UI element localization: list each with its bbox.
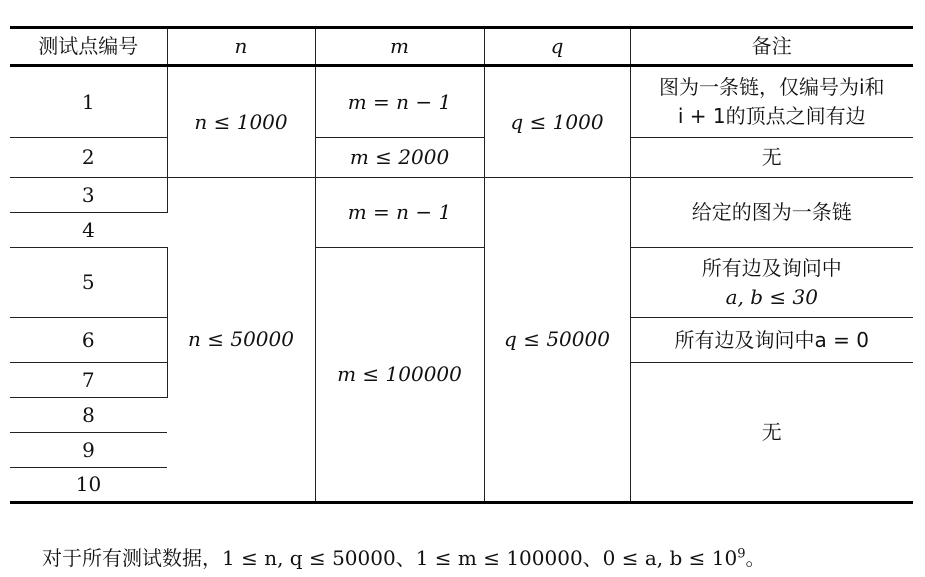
- remark-cell: 无: [630, 363, 913, 503]
- remark-cell: 无: [630, 138, 913, 178]
- footnote-text: 对于所有测试数据，1 ≤ n, q ≤ 50000、1 ≤ m ≤ 100000、0 ≤ a, b ≤ 10: [42, 546, 738, 570]
- testcase-id: 1: [10, 66, 167, 138]
- q-constraint: q ≤ 1000: [484, 66, 630, 178]
- remark-line: 图为一条链，仅编号为i和: [658, 75, 885, 99]
- table-row: [10, 248, 913, 318]
- header-testcase-id: 测试点编号: [10, 28, 167, 66]
- m-constraint: m ≤ 2000: [315, 138, 484, 178]
- q-constraint: q ≤ 50000: [484, 178, 630, 503]
- header-m: m: [315, 28, 484, 66]
- testcase-id: 3: [10, 178, 167, 213]
- testcase-id: 7: [10, 363, 167, 398]
- testcase-id: 5: [10, 248, 167, 318]
- remark-line: a, b ≤ 30: [725, 284, 818, 309]
- testcase-id: 9: [10, 433, 167, 468]
- testcase-id: 6: [10, 318, 167, 363]
- header-remark: 备注: [630, 28, 913, 66]
- remark-line: i + 1的顶点之间有边: [677, 104, 866, 128]
- remark-line: 所有边及询问中: [701, 255, 842, 280]
- table-row: [10, 66, 913, 138]
- remark-cell: 所有边及询问中a = 0: [630, 318, 913, 363]
- m-constraint: m = n − 1: [315, 66, 484, 138]
- n-constraint: n ≤ 1000: [167, 66, 315, 178]
- testcase-id: 2: [10, 138, 167, 178]
- remark-cell: [630, 66, 913, 138]
- testcase-id: 4: [10, 213, 167, 248]
- testcase-id: 10: [75, 472, 102, 496]
- table-header-row: [10, 28, 913, 66]
- m-constraint: m = n − 1: [315, 178, 484, 248]
- table-row: [10, 138, 913, 178]
- header-q: q: [484, 28, 630, 66]
- testcase-id: 8: [10, 398, 167, 433]
- footnote-end: 。: [745, 546, 766, 570]
- footnote-exponent: 9: [737, 546, 746, 562]
- footnote: [42, 542, 766, 571]
- remark-cell: [630, 248, 913, 318]
- header-n: n: [167, 28, 315, 66]
- table-row: [10, 178, 913, 213]
- constraints-table: [10, 26, 913, 504]
- n-constraint: n ≤ 50000: [167, 178, 315, 503]
- m-constraint: m ≤ 100000: [315, 248, 484, 503]
- remark-cell: 给定的图为一条链: [630, 178, 913, 248]
